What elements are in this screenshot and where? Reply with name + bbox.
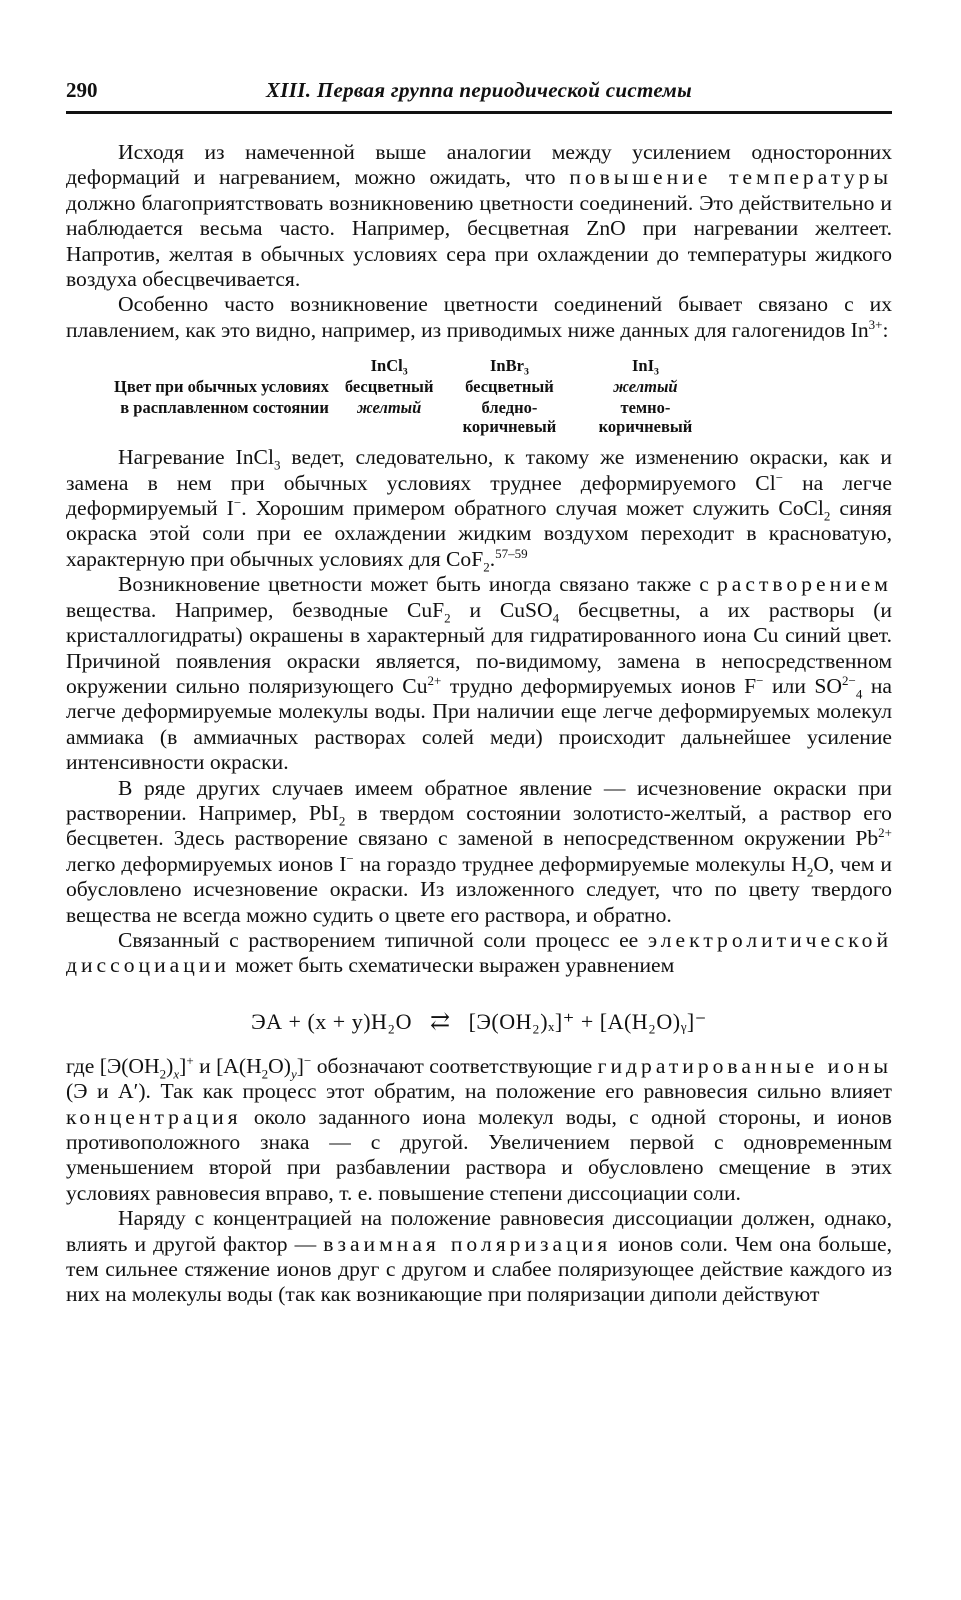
table-cell: бледно-коричневый <box>462 398 557 437</box>
page-body <box>66 140 892 1308</box>
paragraph-3: Нагревание InCl$_3$ ведет, следовательно, к такому же изменению окраски, как и замена в нем при обычных условиях труднее деформируемого Cl− на легче деформируемый I−. Хорошим примером обратного случая может служить CoCl$_2$ синяя окраска этой соли при ее охлаждении жидким воздухом переходит в красноватую, характерную при обычных условиях для CoF$_2$.$^{57-59}$ <box>66 445 892 575</box>
paragraph-7: где $[Э(OH_2)_x]^+$ и $[A(H_2O)_y]^-$ обозначают соответствующие гидратированные ионы (Э и A′). Так как процесс этот обратим, на положение его равновесия сильно влияет концентрация около заданного иона молекул воды, с одной стороны, и ионов противоположного знака — с другой. Увеличением первой с одновременным уменьшением второй при разбавлении раствора и обусловлено смещение в этих условиях равновесия вправо, т. е. повышение степени диссоциации соли. <box>66 1052 892 1205</box>
table-cell: желтый <box>356 398 422 418</box>
table-row <box>106 397 713 437</box>
row-label: в расплавленном состоянии <box>120 398 329 418</box>
table-cell: желтый <box>613 377 678 397</box>
dissociation-equation <box>66 1007 892 1036</box>
paragraph-6: Связанный с растворением типичной соли процесс ее электролитической диссоциации может быть схематически выражен уравнением <box>66 927 892 978</box>
equation-rhs: [Э(OH₂)ₓ]⁺ + [A(H₂O)ᵧ]⁻ <box>468 1008 707 1034</box>
paragraph-2: Особенно часто возникновение цветности соединений бывает связано с их плавлением, как это видно, например, из приводимых ниже данных для галогенидов $In^{3+}$: <box>66 292 892 342</box>
equation-lhs: ЭА + (x + y)H₂O <box>251 1008 412 1034</box>
running-title: XIII. Первая группа периодической системы <box>266 78 692 102</box>
table-header: InBr₃ <box>490 356 529 376</box>
table-row <box>106 376 713 397</box>
page-number: 290 <box>66 78 98 102</box>
table-header-row <box>106 355 713 376</box>
halides-color-table <box>106 355 713 437</box>
equilibrium-arrows: ⇄ <box>429 1008 451 1035</box>
table-header: InI₃ <box>631 356 659 376</box>
table-cell: темно-коричневый <box>598 398 693 437</box>
table-header: InCl₃ <box>370 356 408 376</box>
reference-mark: 57–59 <box>495 545 528 561</box>
paragraph-8: Наряду с концентрацией на положение равновесия диссоциации должен, однако, влиять и другой фактор — взаимная поляризация ионов соли. Чем она больше, тем сильнее стяжение ионов друг с другом и слабее поляризующее действие каждого из них на молекулы воды (так как возникающие при поляризации диполи действуют <box>66 1206 892 1307</box>
table-cell: бесцветный <box>344 377 434 397</box>
row-label: Цвет при обычных условиях <box>114 377 329 397</box>
header-rule <box>66 111 892 114</box>
page-header <box>66 78 892 108</box>
table-cell: бесцветный <box>465 377 554 397</box>
paragraph-5: В ряде других случаев имеем обратное явление — исчезновение окраски при растворении. Например, PbI$_2$ в твердом состоянии золотисто-желтый, а раствор его бесцветен. Здесь растворение связано с заменой в непосредственном окружении $Pb^{2+}$ легко деформируемых ионов I− на гораздо труднее деформируемые молекулы $H_2O$, чем и обусловлено исчезновение окраски. Из изложенного следует, что по цвету твердого вещества не всегда можно судить о цвете его раствора, и обратно. <box>66 775 892 927</box>
paragraph-1: Исходя из намеченной выше аналогии между усилением односторонних деформаций и нагреванием, можно ожидать, что повышение температуры должно благоприятствовать возникновению цветности соединений. Это действительно и наблюдается весьма часто. Например, бесцветная ZnO при нагревании желтеет. Напротив, желтая в обычных условиях сера при охлаждении до температуры жидкого воздуха обесцвечивается. <box>66 140 892 292</box>
paragraph-4: Возникновение цветности может быть иногда связано также с растворением вещества. Например, безводные CuF$_2$ и CuSO$_4$ бесцветны, а их растворы (и кристаллогидраты) окрашены в характерный для гидратированного иона Cu синий цвет. Причиной появления окраски является, по-видимому, замена в непосредственном окружении сильно поляризующего $Cu^{2+}$ трудно деформируемых ионов F− или $SO^{2-}_4$ на легче деформируемые молекулы воды. При наличии еще легче деформируемых молекул аммиака (в аммиачных растворах солей меди) происходит дальнейшее усиление интенсивности окраски. <box>66 572 892 775</box>
